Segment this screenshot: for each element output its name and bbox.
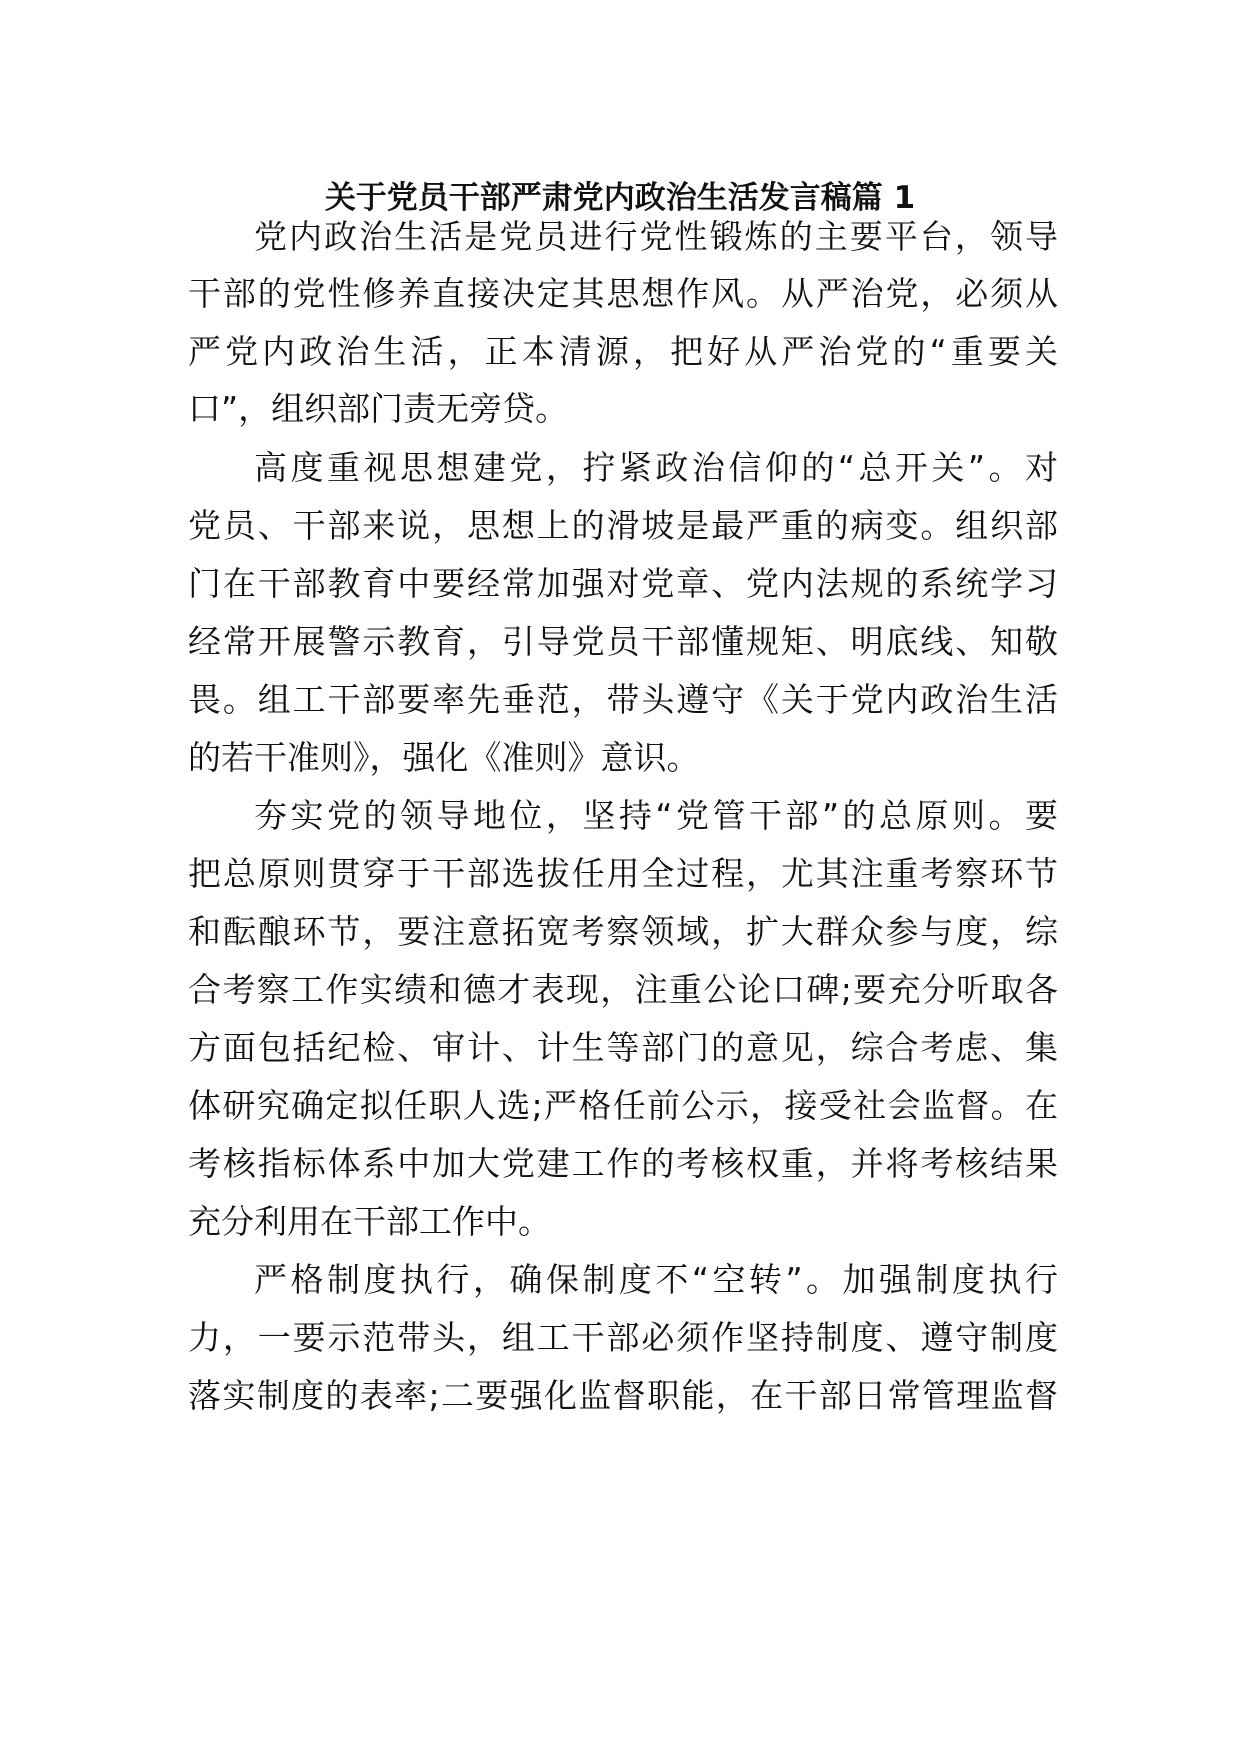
paragraph-4-line-3: 落实制度的表率;二要强化监督职能，在干部日常管理监督: [188, 1376, 1058, 1415]
paragraph-2-line-1: 高度重视思想建党，拧紧政治信仰的“总开关”。对: [254, 448, 1058, 487]
paragraph-3-line-8: 充分利用在干部工作中。: [188, 1202, 551, 1241]
paragraph-2-line-5: 畏。组工干部要率先垂范，带头遵守《关于党内政治生活: [188, 680, 1058, 719]
paragraph-3-line-2: 把总原则贯穿于干部选拔任用全过程，尤其注重考察环节: [188, 854, 1058, 893]
paragraph-3-line-1: 夯实党的领导地位，坚持“党管干部”的总原则。要: [254, 796, 1058, 835]
paragraph-3-line-5: 方面包括纪检、审计、计生等部门的意见，综合考虑、集: [188, 1028, 1058, 1067]
document-title: 关于党员干部严肃党内政治生活发言稿篇 1: [324, 180, 916, 216]
paragraph-1-line-4: 口”，组织部门责无旁贷。: [188, 389, 569, 428]
paragraph-3-line-7: 考核指标体系中加大党建工作的考核权重，并将考核结果: [188, 1144, 1058, 1183]
paragraph-3-line-4: 合考察工作实绩和德才表现，注重公论口碑;要充分听取各: [188, 970, 1058, 1009]
paragraph-3-line-3: 和酝酿环节，要注意拓宽考察领域，扩大群众参与度，综: [188, 912, 1058, 951]
paragraph-2-line-6: 的若干准则》，强化《准则》意识。: [188, 738, 700, 777]
paragraph-2-line-2: 党员、干部来说，思想上的滑坡是最严重的病变。组织部: [188, 506, 1058, 545]
paragraph-1-line-1: 党内政治生活是党员进行党性锻炼的主要平台，领导: [254, 217, 1058, 256]
paragraph-1-line-3: 严党内政治生活，正本清源，把好从严治党的“重要关: [188, 332, 1058, 371]
paragraph-2-line-4: 经常开展警示教育，引导党员干部懂规矩、明底线、知敬: [188, 622, 1058, 661]
paragraph-4-line-2: 力，一要示范带头，组工干部必须作坚持制度、遵守制度: [188, 1318, 1058, 1357]
paragraph-2-line-3: 门在干部教育中要经常加强对党章、党内法规的系统学习: [188, 564, 1058, 603]
paragraph-4-line-1: 严格制度执行，确保制度不“空转”。加强制度执行: [254, 1260, 1058, 1299]
paragraph-1-line-2: 干部的党性修养直接决定其思想作风。从严治党，必须从: [188, 274, 1058, 313]
paragraph-3-line-6: 体研究确定拟任职人选;严格任前公示，接受社会监督。在: [188, 1086, 1058, 1125]
